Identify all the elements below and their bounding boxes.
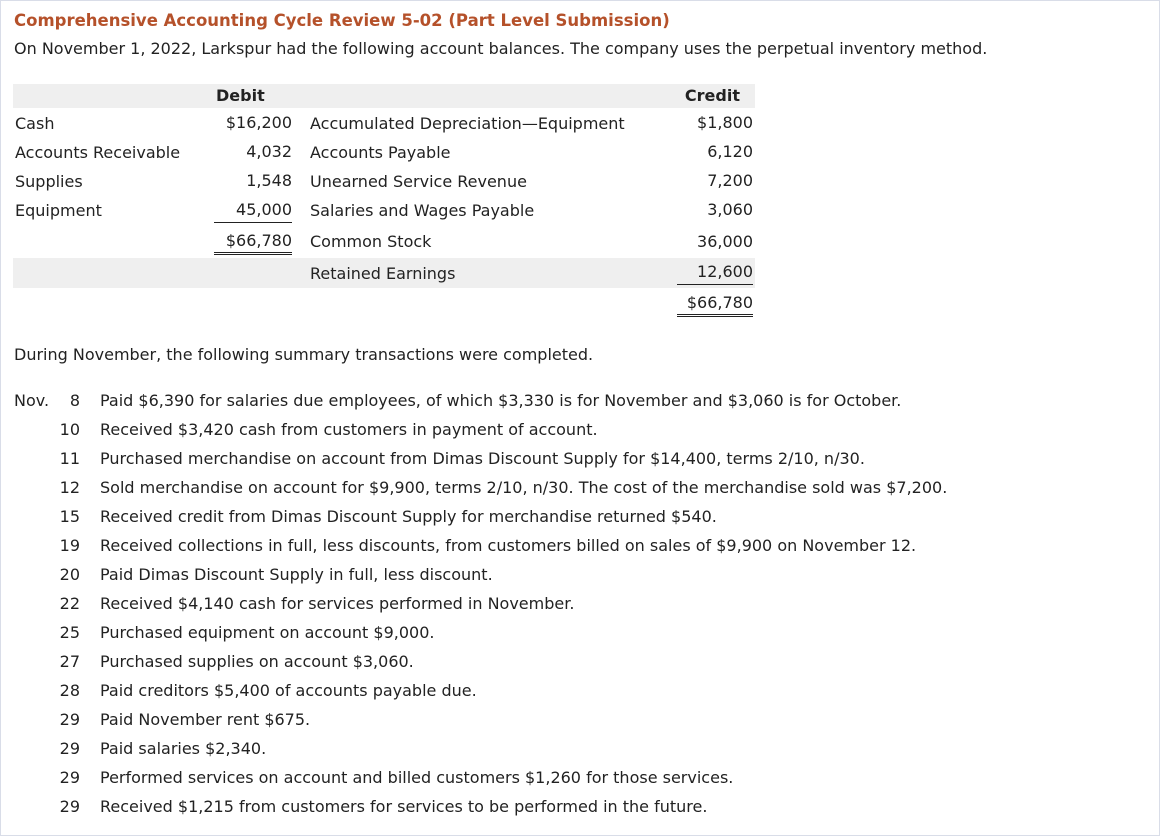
- transaction-text: Paid November rent $675.: [100, 710, 311, 729]
- credit-account: Unearned Service Revenue: [310, 172, 527, 191]
- credit-account: Retained Earnings: [310, 264, 456, 283]
- credit-header: Credit: [684, 86, 740, 105]
- header-band: [13, 84, 755, 108]
- transaction-day: 8: [69, 391, 80, 410]
- transaction-text: Sold merchandise on account for $9,900, terms 2/10, n/30. The cost of the merchandise sold was $7,200.: [100, 478, 948, 497]
- transaction-text: Received $1,215 from customers for services to be performed in the future.: [100, 797, 708, 816]
- transaction-day: 29: [59, 710, 80, 729]
- credit-total: $66,780: [677, 293, 753, 317]
- transaction-day: 29: [59, 797, 80, 816]
- credit-amount: $1,800: [697, 113, 753, 132]
- transaction-day: 15: [59, 507, 80, 526]
- credit-amount: 6,120: [707, 142, 753, 161]
- debit-account: Accounts Receivable: [15, 143, 181, 162]
- transaction-text: Purchased supplies on account $3,060.: [100, 652, 414, 671]
- transaction-day: 29: [59, 739, 80, 758]
- credit-amount: 12,600: [677, 262, 753, 285]
- transaction-day: 11: [59, 449, 80, 468]
- transaction-text: Received $3,420 cash from customers in payment of account.: [100, 420, 598, 439]
- month-label: Nov.: [14, 391, 50, 410]
- credit-account: Accounts Payable: [310, 143, 451, 162]
- transaction-day: 25: [59, 623, 80, 642]
- debit-total: $66,780: [214, 231, 292, 255]
- transaction-day: 28: [59, 681, 80, 700]
- transaction-day: 19: [59, 536, 80, 555]
- transaction-text: Paid salaries $2,340.: [100, 739, 267, 758]
- transaction-text: Performed services on account and billed customers $1,260 for those services.: [100, 768, 734, 787]
- transaction-text: Received collections in full, less discounts, from customers billed on sales of $9,900 on November 12.: [100, 536, 917, 555]
- transaction-text: Purchased merchandise on account from Dimas Discount Supply for $14,400, terms 2/10, n/30.: [100, 449, 865, 468]
- transaction-text: Paid $6,390 for salaries due employees, of which $3,330 is for November and $3,060 is for October.: [100, 391, 902, 410]
- credit-amount: 3,060: [707, 200, 753, 219]
- debit-amount: $16,200: [225, 113, 292, 132]
- transaction-text: Received $4,140 cash for services performed in November.: [100, 594, 575, 613]
- transaction-text: Paid Dimas Discount Supply in full, less discount.: [100, 565, 493, 584]
- credit-account: Common Stock: [310, 232, 432, 251]
- debit-amount: 4,032: [246, 142, 292, 161]
- debit-account: Cash: [15, 114, 55, 133]
- transaction-text: Purchased equipment on account $9,000.: [100, 623, 435, 642]
- transaction-day: 20: [59, 565, 80, 584]
- debit-account: Equipment: [15, 201, 102, 220]
- transaction-day: 10: [59, 420, 80, 439]
- transaction-text: Received credit from Dimas Discount Supply for merchandise returned $540.: [100, 507, 717, 526]
- debit-amount: 1,548: [246, 171, 292, 190]
- credit-amount: 7,200: [707, 171, 753, 190]
- debit-header: Debit: [216, 86, 265, 105]
- credit-account: Accumulated Depreciation—Equipment: [310, 114, 625, 133]
- transactions-intro: During November, the following summary transactions were completed.: [14, 345, 594, 364]
- credit-amount: 36,000: [697, 232, 753, 251]
- transaction-day: 27: [59, 652, 80, 671]
- debit-account: Supplies: [15, 172, 83, 191]
- transaction-day: 22: [59, 594, 80, 613]
- debit-amount: 45,000: [214, 200, 292, 223]
- credit-account: Salaries and Wages Payable: [310, 201, 535, 220]
- transaction-day: 12: [59, 478, 80, 497]
- transaction-text: Paid creditors $5,400 of accounts payable due.: [100, 681, 477, 700]
- problem-title: Comprehensive Accounting Cycle Review 5-02 (Part Level Submission): [14, 11, 670, 30]
- transaction-day: 29: [59, 768, 80, 787]
- intro-text: On November 1, 2022, Larkspur had the following account balances. The company uses the perpetual inventory method.: [14, 39, 988, 58]
